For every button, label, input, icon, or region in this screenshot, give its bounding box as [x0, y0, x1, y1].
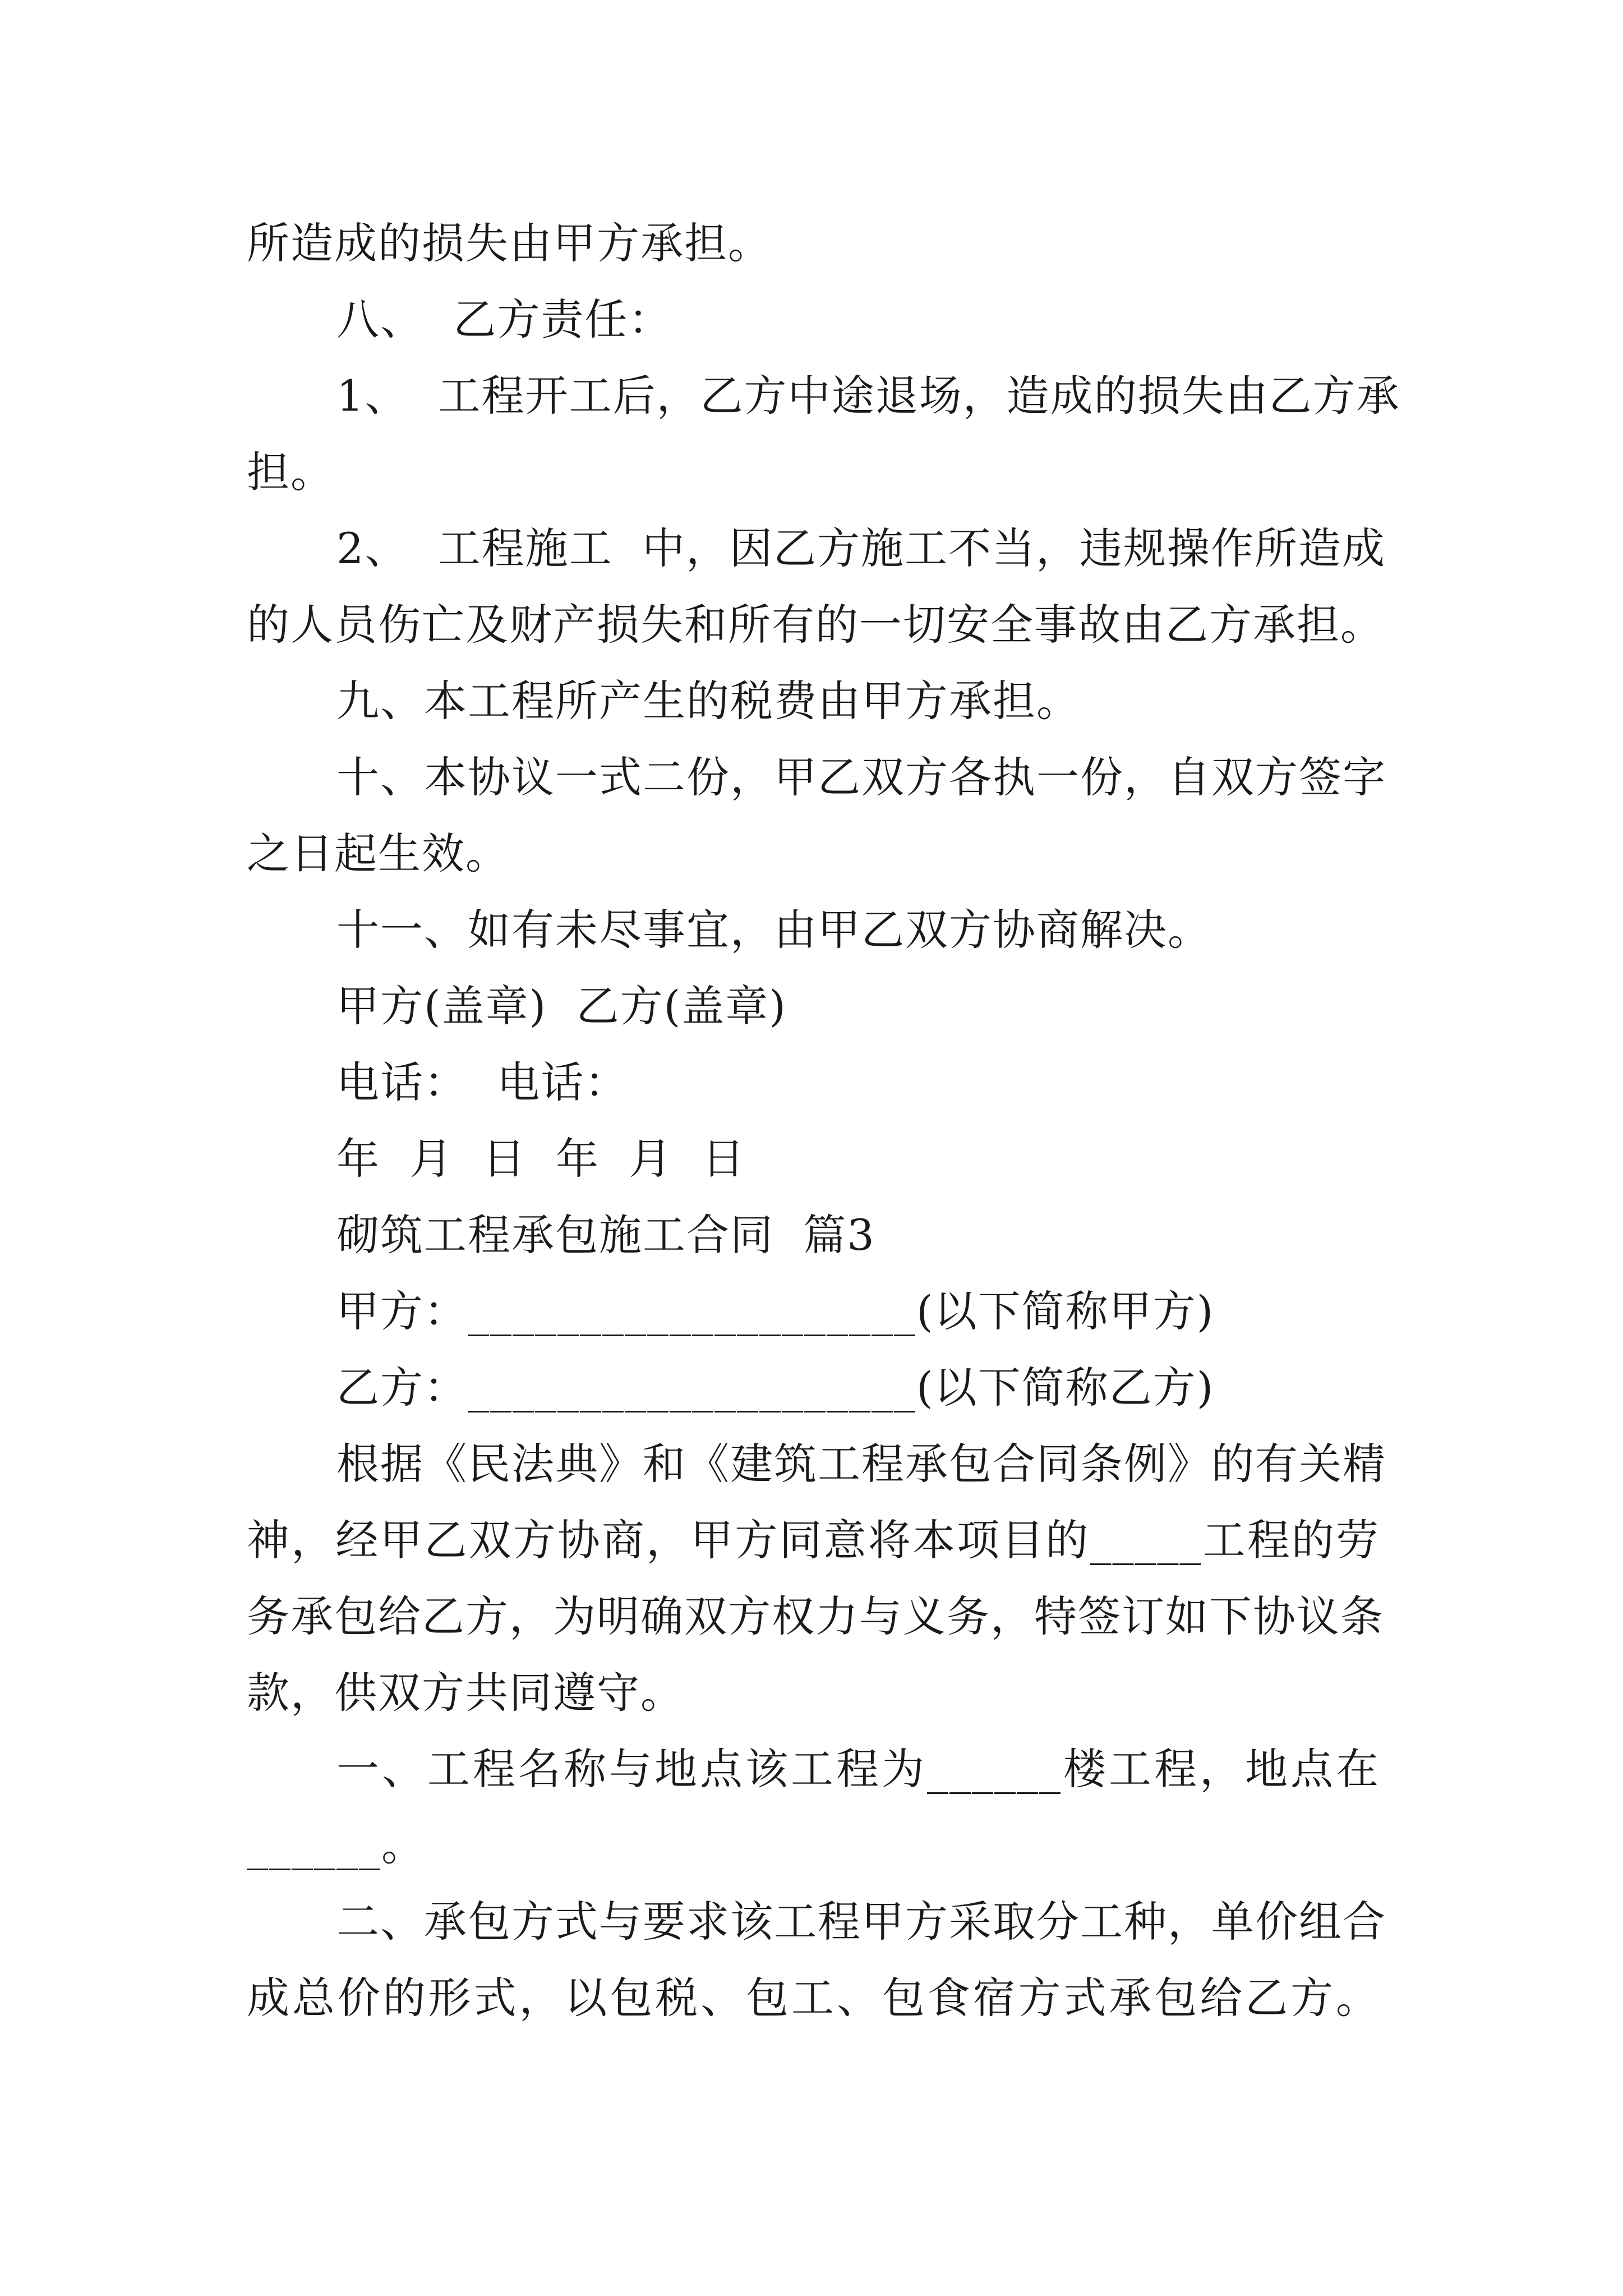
text-line-9: 之日起生效。 — [247, 829, 509, 878]
text-line-1: 所造成的损失由甲方承担。 — [247, 218, 772, 268]
party-a-line: 甲方：____________________(以下简称甲方) — [336, 1286, 1215, 1336]
text-line-4: 担。 — [247, 447, 334, 497]
text-line-17: 根据《民法典》和《建筑工程承包合同条例》的有关精 — [336, 1439, 1386, 1489]
date-line: 年 月 日 年 月 日 — [336, 1134, 746, 1184]
section-heading-11: 十一、如有未尽事宜，由甲乙双方协商解决。 — [336, 905, 1211, 955]
section-heading-10: 十、本协议一式二份，甲乙双方各执一份，自双方签字 — [336, 752, 1386, 802]
text-line-5: 2、 工程施工 中，因乙方施工不当，违规操作所造成 — [336, 523, 1386, 573]
section-heading-8: 八、 乙方责任： — [336, 295, 672, 344]
text-line-19: 务承包给乙方，为明确双方权力与义务，特签订如下协议条 — [247, 1591, 1384, 1641]
text-line-20: 款，供双方共同遵守。 — [247, 1668, 684, 1718]
signature-seal-line: 甲方(盖章) 乙方(盖章) — [336, 981, 787, 1031]
text-line-24: 成总价的形式，以包税、包工、包食宿方式承包给乙方。 — [247, 1973, 1380, 2023]
section-heading-2: 二、承包方式与要求该工程甲方采取分工种，单价组合 — [336, 1897, 1386, 1947]
text-line-3: 1、 工程开工后，乙方中途退场，造成的损失由乙方承 — [336, 371, 1400, 421]
party-b-line: 乙方：____________________(以下简称乙方) — [336, 1363, 1215, 1412]
phone-line: 电话： 电话： — [336, 1057, 629, 1107]
text-line-22: ______。 — [247, 1820, 425, 1870]
contract-title: 砌筑工程承包施工合同 篇3 — [336, 1210, 875, 1260]
text-line-6: 的人员伤亡及财产损失和所有的一切安全事故由乙方承担。 — [247, 600, 1384, 650]
section-heading-1: 一、工程名称与地点该工程为______楼工程，地点在 — [336, 1744, 1380, 1794]
section-heading-9: 九、本工程所产生的税费由甲方承担。 — [336, 676, 1080, 726]
text-line-18: 神，经甲乙双方协商，甲方同意将本项目的_____工程的劳 — [247, 1515, 1380, 1565]
